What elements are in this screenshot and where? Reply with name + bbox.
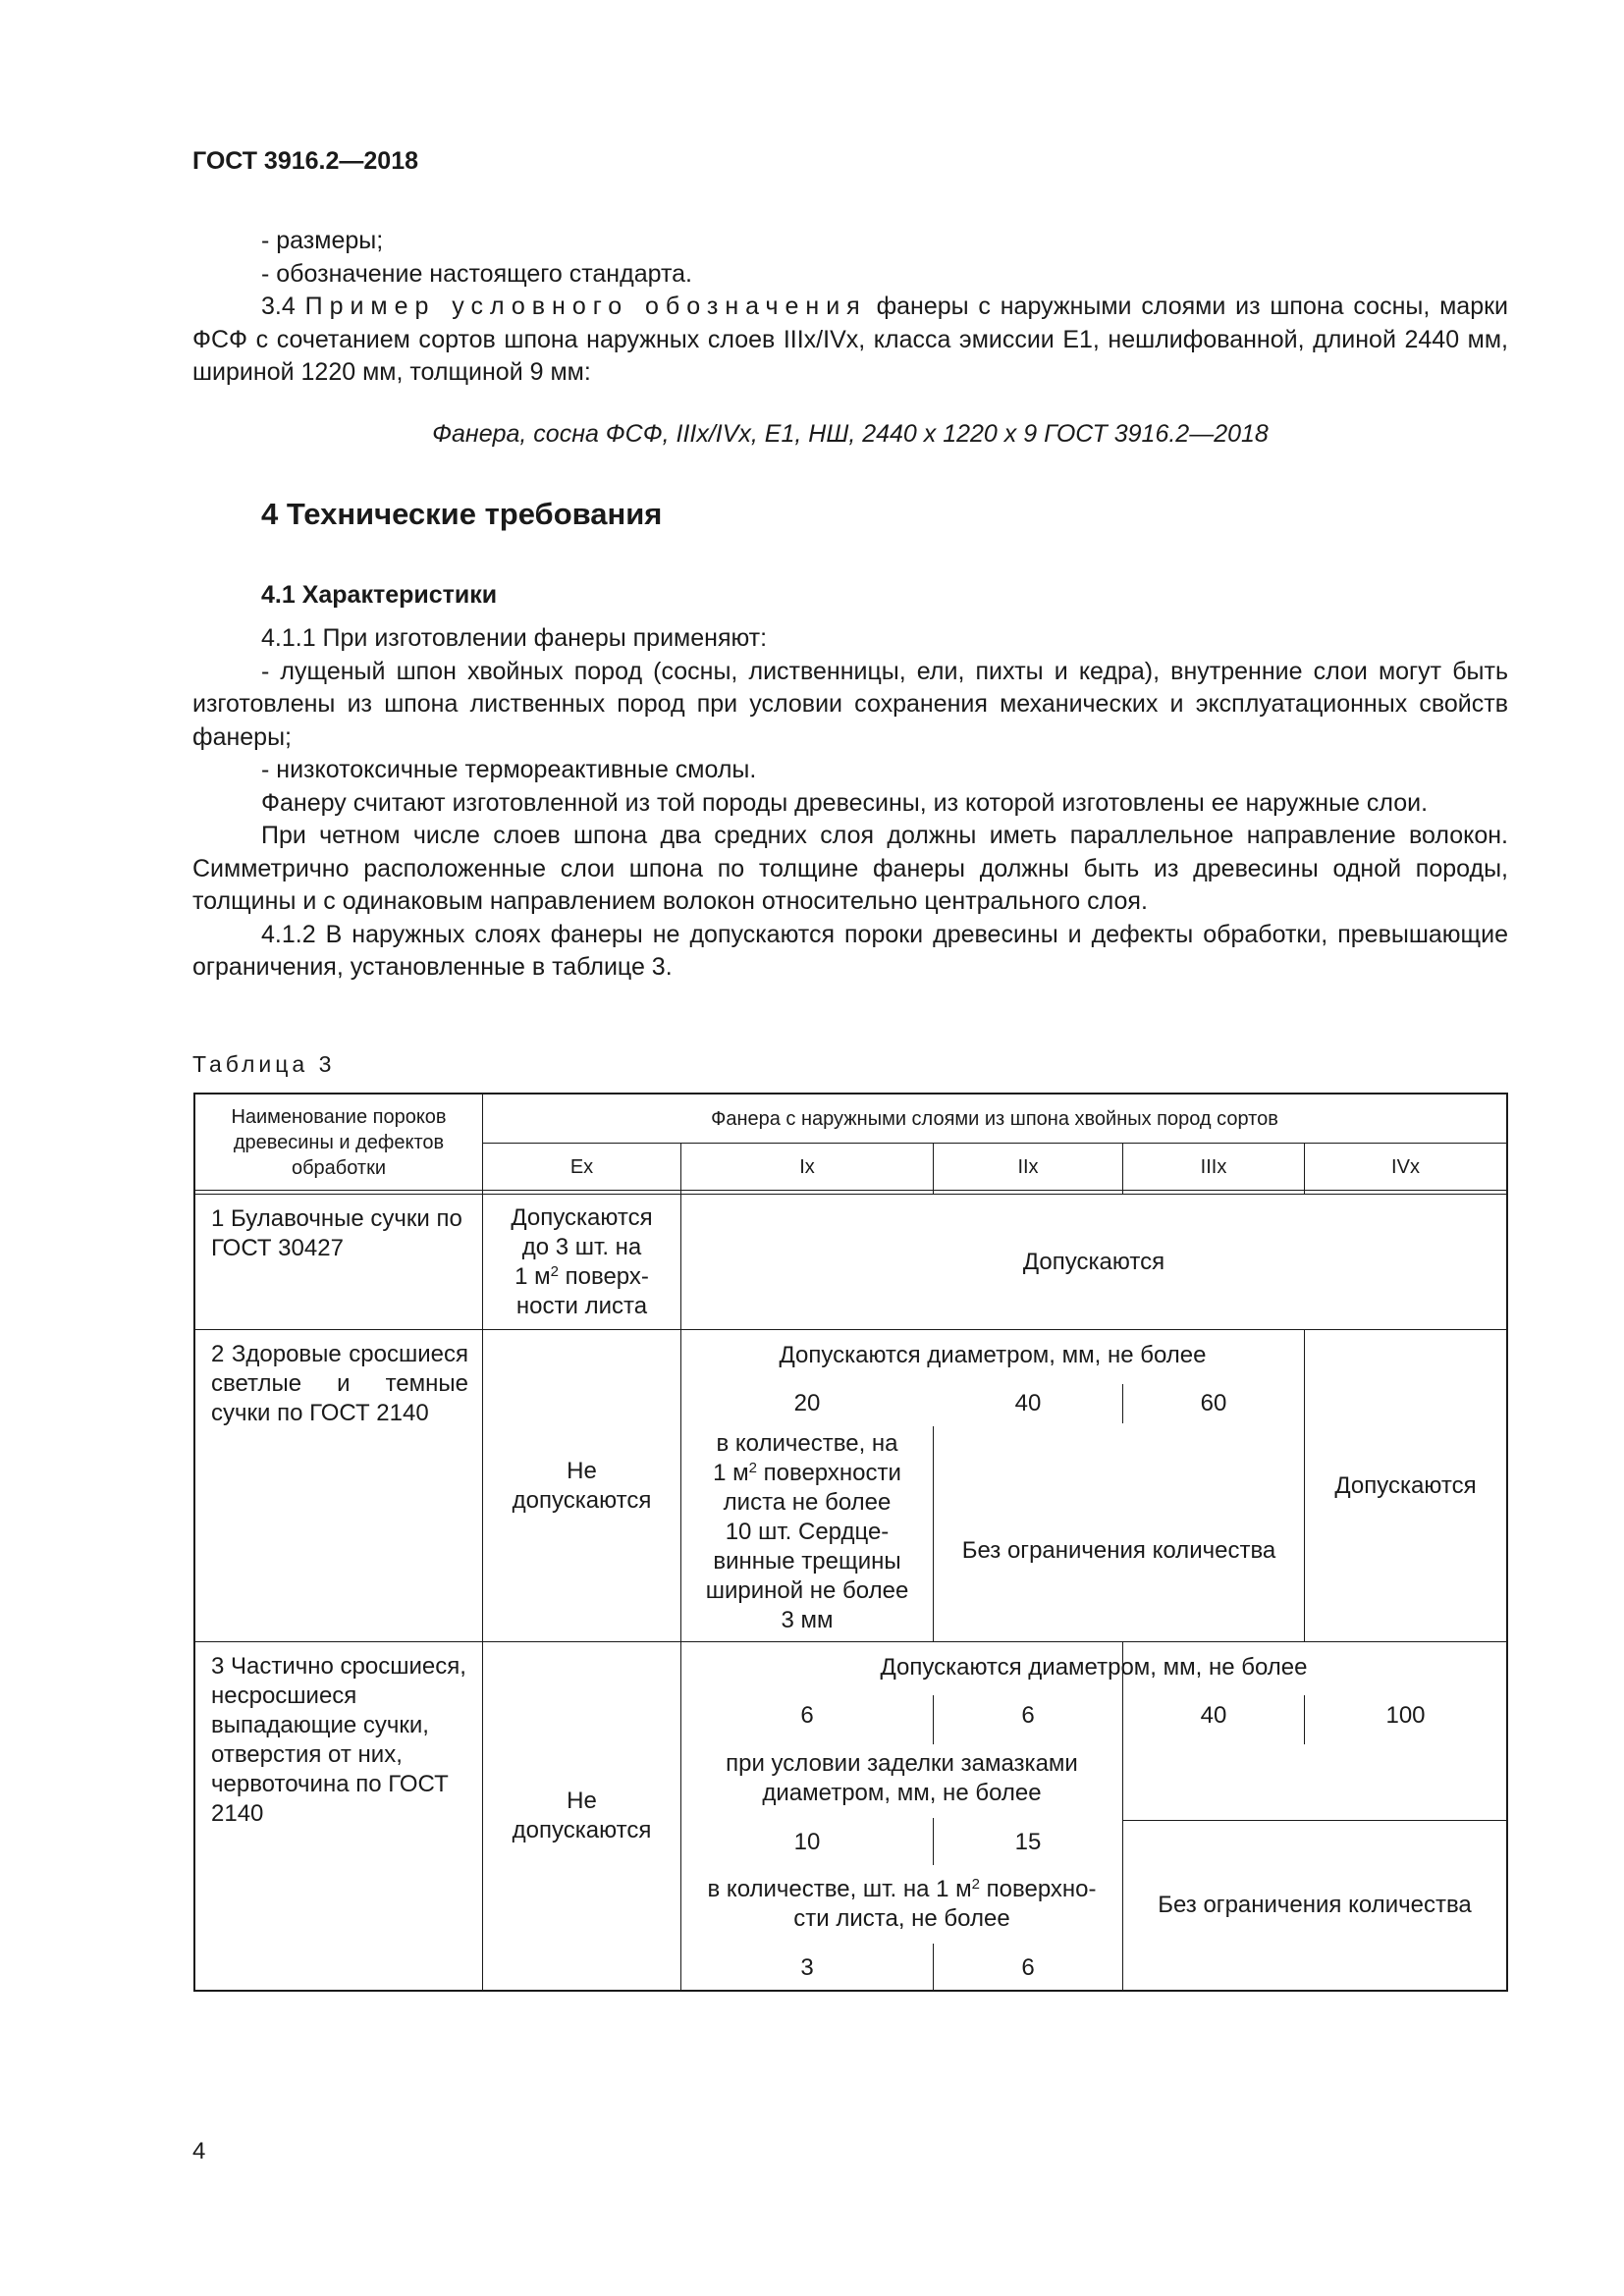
row2-defect-name: 2 Здоровые сросшиеся светлые и темные сучки по ГОСТ 2140 xyxy=(211,1341,468,1426)
row2-diameter-iix: 40 xyxy=(1014,1390,1042,1416)
table-caption: Таблица 3 xyxy=(192,1051,336,1077)
row2-ix-sup: 2 xyxy=(748,1460,757,1476)
row2-ix-line3: листа не более xyxy=(723,1489,892,1516)
row1-defect-name: 1 Булавочные сучки по ГОСТ 30427 xyxy=(211,1205,462,1261)
row3-quantity-iix: 6 xyxy=(1021,1954,1035,1981)
row1-ex-line2: до 3 шт. на xyxy=(521,1233,642,1260)
row2-ix-divider-b xyxy=(933,1426,934,1642)
row1-ex-value xyxy=(483,1195,680,1329)
header-grade-ix: Ix xyxy=(799,1155,815,1178)
row1-ex-unit: 1 м xyxy=(514,1262,551,1290)
row2-diameter-label: Допускаются диаметром, мм, не более xyxy=(779,1342,1207,1368)
row2-ix-line6: шириной не более xyxy=(705,1577,909,1604)
row2-ix-line4: 10 шт. Сердце- xyxy=(725,1519,890,1545)
row2-ix-line5: винные трещины xyxy=(713,1548,901,1575)
row3-quantity-ix: 3 xyxy=(800,1954,814,1981)
table-border-right xyxy=(1506,1093,1508,1992)
section-title: 4 Технические требования xyxy=(261,497,663,531)
row3-quantity-line1 xyxy=(681,1875,1122,1904)
body-text-characteristics xyxy=(192,622,1508,985)
row1-ex-sup: 2 xyxy=(550,1262,559,1280)
row2-bottom xyxy=(193,1641,1508,1642)
clause-text: фанеры с наружными слоями из шпона сосны, марки ФСФ с сочетанием сортов шпона наружных слоев IIIx/IVx, класса эмиссии Е1, нешлифованной, длиной 2440 мм, шириной 1220 мм, толщиной 9 мм: xyxy=(192,293,1509,386)
header-grade-ivx: IVx xyxy=(1391,1155,1420,1178)
paragraph-4-1-1: 4.1.1 При изготовлении фанеры применяют: xyxy=(261,624,768,652)
row1-ex-suffix: поверх- xyxy=(558,1262,649,1290)
row3-quantity-line2: сти листа, не более xyxy=(793,1905,1010,1932)
table-border-bottom xyxy=(193,1990,1508,1992)
body-text-top xyxy=(192,225,1508,390)
row2-ivx-value: Допускаются xyxy=(1334,1471,1477,1499)
spaced-term: Пример условного обозначения xyxy=(304,293,867,320)
clause-number: 3.4 xyxy=(261,293,296,320)
row1-ex-line3 xyxy=(514,1262,649,1292)
document-header: ГОСТ 3916.2—2018 xyxy=(192,147,419,175)
page-number: 4 xyxy=(192,2138,206,2164)
row3-quantity-suffix: поверхно- xyxy=(979,1876,1097,1902)
subsection-title: 4.1 Характеристики xyxy=(261,581,498,609)
row2-ix-line7: 3 мм xyxy=(781,1607,834,1633)
row3-quantity-sup: 2 xyxy=(971,1876,980,1893)
row2-diameter-ix: 20 xyxy=(793,1390,821,1416)
header-grade-iix: IIx xyxy=(1017,1155,1039,1178)
row3-filler-iix: 15 xyxy=(1014,1829,1042,1855)
table-3 xyxy=(193,1093,1508,1992)
row1-ex-line1: Допускаются xyxy=(511,1203,653,1231)
designation-example: Фанера, сосна ФСФ, IIIx/IVx, E1, НШ, 2440 x 1220 x 9 ГОСТ 3916.2—2018 xyxy=(432,420,1269,448)
row2-ix-suffix: поверхности xyxy=(756,1460,901,1486)
header-grade-ex: Ex xyxy=(569,1155,594,1178)
paragraph-4-1-2: 4.1.2 В наружных слоях фанеры не допускаются пороки древесины и дефекты обработки, превышающие ограничения, установленные в таблице 3. xyxy=(192,920,1508,981)
paragraph-3-4 xyxy=(192,291,1508,390)
header-grades-group: Фанера с наружными слоями из шпона хвойных пород сортов xyxy=(711,1107,1278,1130)
row1-ex-line4: ности листа xyxy=(515,1292,648,1319)
paragraph-species: Фанеру считают изготовленной из той породы древесины, из которой изготовлены ее наружные слои. xyxy=(261,788,1429,817)
list-item-veneer: - лущеный шпон хвойных пород (сосны, лиственницы, ели, пихты и кедра), внутренние слои могут быть изготовлены из шпона лиственных пород при условии сохранения механических и эксплуатационных свойств фанеры; xyxy=(192,657,1508,751)
row2-ix-line2 xyxy=(713,1459,901,1488)
list-item-sizes: - размеры; xyxy=(261,227,384,254)
list-item-resins: - низкотоксичные термореактивные смолы. xyxy=(261,756,757,783)
header-grade-iiix: IIIx xyxy=(1200,1155,1227,1178)
row2-ex-value: Не допускаются xyxy=(512,1457,652,1514)
row3-diameter-ivx: 100 xyxy=(1385,1702,1426,1729)
row3-diameter-iix: 6 xyxy=(1021,1702,1035,1729)
row3-ix-divider xyxy=(680,1641,681,1992)
row3-quantity-prefix: в количестве, шт. на 1 м xyxy=(707,1876,972,1902)
paragraph-even-layers: При четном числе слоев шпона два средних слоя должны иметь параллельное направление волокон. Симметрично расположенные слои шпона по толщине фанеры должны быть из древесины одной породы, толщины и с одинаковым направлением волокон относительно центрального слоя. xyxy=(192,822,1508,915)
row1-other-grades: Допускаются xyxy=(1022,1248,1165,1275)
row2-no-limit: Без ограничения количества xyxy=(961,1537,1276,1564)
table-border-left xyxy=(193,1093,195,1992)
list-item-standard: - обозначение настоящего стандарта. xyxy=(261,259,692,288)
row3-filler-line2: диаметром, мм, не более xyxy=(762,1780,1042,1806)
header-defect-name: Наименование пороков древесины и дефектов обработки xyxy=(231,1105,447,1179)
row2-ix-condition xyxy=(681,1429,933,1632)
row3-ex-value: Не допускаются xyxy=(512,1788,652,1843)
row3-filler-ix: 10 xyxy=(793,1829,821,1855)
row3-defect-name: 3 Частично сросшиеся, несросшиеся выпадающие сучки, отверстия от них, червоточина по ГОСТ 2140 xyxy=(211,1653,466,1827)
row3-diameter-label: Допускаются диаметром, мм, не более xyxy=(880,1654,1308,1681)
row3-filler-line1: при условии заделки замазками xyxy=(726,1750,1078,1777)
row3-diameter-ix: 6 xyxy=(800,1702,814,1729)
row2-diameter-iiix: 60 xyxy=(1200,1390,1227,1416)
header-bottom-line-1 xyxy=(193,1190,1508,1191)
row3-diameter-iiix: 40 xyxy=(1200,1702,1227,1729)
row3-no-limit: Без ограничения количества xyxy=(1158,1892,1472,1918)
row2-ix-unit: 1 м xyxy=(713,1460,749,1486)
row2-ix-line1: в количестве, на xyxy=(716,1430,898,1457)
